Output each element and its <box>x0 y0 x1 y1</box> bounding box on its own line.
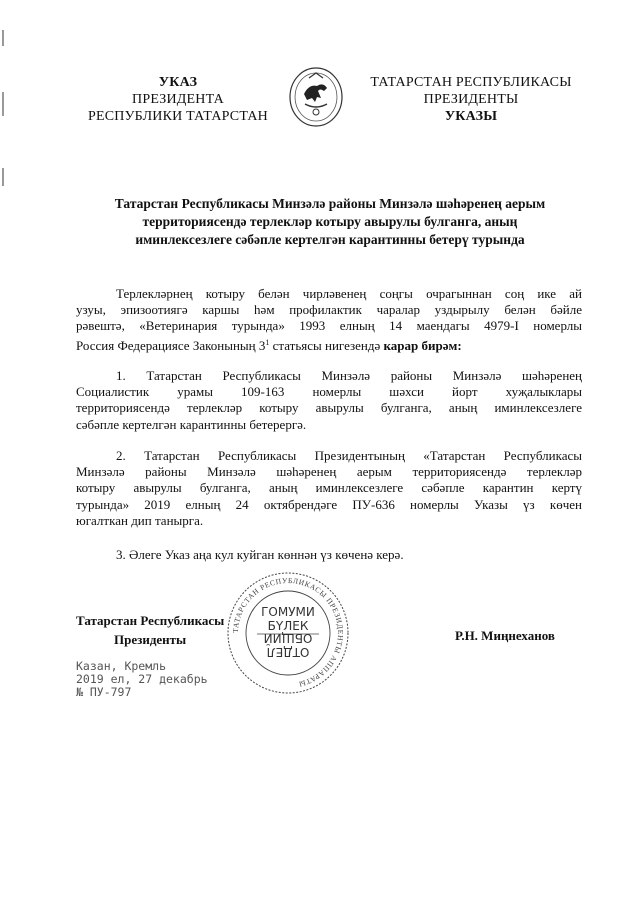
stamp-text-inverted: ОБЩИЙ <box>263 631 313 645</box>
superscript: 1 <box>265 337 270 347</box>
decision-phrase: карар бирәм: <box>383 337 462 353</box>
item-1-line: Социалистик урамы 109-163 номерлы шәхси йорт хуҗалыклары <box>76 384 582 400</box>
place-date-number <box>76 660 208 699</box>
item-1-line: сәбәпле кертелгән карантинны бетерергә. <box>76 416 307 432</box>
preamble-line: рәвештә, «Ветеринария турында» 1993 елның 14 маендагы 4979-I номерлы <box>76 318 582 334</box>
stamp-text: БҮЛЕК <box>267 619 309 633</box>
date-line: 2019 ел, 27 декабрь <box>76 672 208 686</box>
signature-title-line: Президенты <box>114 632 187 647</box>
stamp-text: ГОМУМИ <box>261 605 315 619</box>
official-stamp <box>225 570 351 696</box>
item-1-line: территориясендә терлекләр котыру авырулы булганга, аның иминлексезлеге <box>76 400 582 416</box>
stamp-text-inverted: ОТДЕЛ <box>266 645 310 659</box>
number-line: № ПУ-797 <box>76 685 132 699</box>
scan-margin-mark <box>2 168 4 186</box>
item-2-line: югалткан дип танырга. <box>76 512 204 528</box>
header-left-line: РЕСПУБЛИКИ ТАТАРСТАН <box>87 109 268 124</box>
item-2-line: Минзәлә районы Минзәлә шәһәренең аерым территориясендә терлекләр <box>76 464 582 480</box>
item-2-line: котыру авырулы булганга, аның иминлексезлеге сәбәпле карантин кертү <box>76 480 582 496</box>
item-1-line: 1. Татарстан Республикасы Минзәлә районы Минзәлә шәһәренең <box>116 368 582 383</box>
preamble-paragraph <box>76 286 582 354</box>
title-line: Татарстан Республикасы Минзәлә районы Минзәлә шәһәренең аерым <box>114 196 546 211</box>
header-left-line: УКАЗ <box>158 75 198 90</box>
coat-of-arms-emblem <box>287 64 345 128</box>
preamble-line: узуы, эпизоотиягә каршы һәм профилактик чаралар уздырылу белән бәйле <box>76 302 582 318</box>
place-line: Казан, Кремль <box>76 659 167 673</box>
header-right-line: УКАЗЫ <box>444 109 498 124</box>
title-line: территориясендә терлекләр котыру авырулы булганга, аның <box>142 214 518 229</box>
preamble-line: Терлекләрнең котыру белән чирләвенең соңгы очрагыннан соң ике ай <box>116 286 582 301</box>
preamble-text: статьясы нигезендә <box>269 337 384 353</box>
scan-margin-mark <box>2 92 4 116</box>
item-3-paragraph <box>76 547 582 563</box>
preamble-text: Россия Федерациясе Законының 3 <box>76 337 266 353</box>
header-left <box>78 74 278 125</box>
header-right-line: ТАТАРСТАН РЕСПУБЛИКАСЫ <box>370 75 572 90</box>
item-2-line: 2. Татарстан Республикасы Президентының «Татарстан Республикасы <box>116 448 582 463</box>
item-1-paragraph <box>76 368 582 433</box>
signature-title <box>76 611 224 649</box>
scan-margin-mark <box>2 30 4 46</box>
signatory-name: Р.Н. Миңнеханов <box>455 628 555 643</box>
header-right <box>358 74 584 125</box>
preamble-line-last <box>76 335 582 354</box>
title-line: иминлексезлеге сәбәпле кертелгән карантинны бетерү турында <box>135 232 525 247</box>
header-left-line: ПРЕЗИДЕНТА <box>132 92 224 107</box>
signature-title-line: Татарстан Республикасы <box>76 613 225 628</box>
item-2-line: турында» 2019 елның 24 октябрендәге ПУ-636 номерлы Указы үз көчен <box>76 496 582 512</box>
header-right-line: ПРЕЗИДЕНТЫ <box>423 92 519 107</box>
document-title <box>80 195 580 249</box>
stamp-ring-text: ТАТАРСТАН РЕСПУБЛИКАСЫ ПРЕЗИДЕНТЫ АППАРАТЫ <box>230 575 346 689</box>
item-2-paragraph <box>76 448 582 529</box>
item-3-line: 3. Әлеге Указ аңа кул куйган көннән үз көченә керә. <box>116 547 404 562</box>
